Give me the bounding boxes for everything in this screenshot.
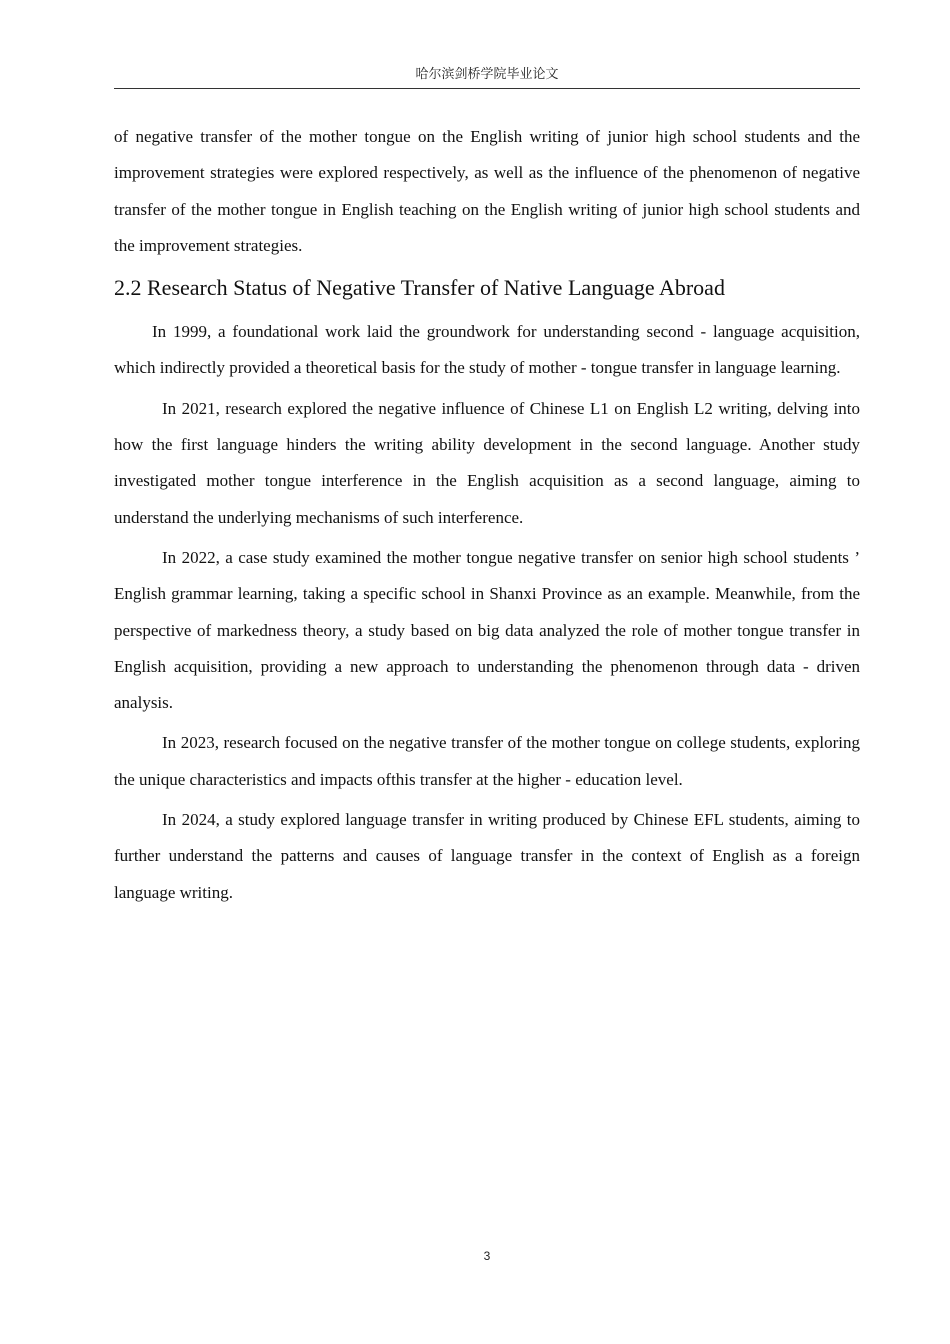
- section-heading: 2.2 Research Status of Negative Transfer of Native Language Abroad: [114, 275, 725, 301]
- page-number: 3: [483, 1249, 491, 1263]
- paragraph-intro: of negative transfer of the mother tongue on the English writing of junior high school students and the improvement strategies were explored respectively, as well as the influence of the phenomenon of negative transfer of the mother tongue in English teaching on the English writing of junior high school students and the improvement strategies.: [114, 127, 860, 255]
- header-rule: [114, 88, 860, 89]
- paragraph-2021: In 2021, research explored the negative influence of Chinese L1 on English L2 writing, delving into how the first language hinders the writing ability development in the second language. Another study investigated mother tongue interference in the English acquisition as a second language, aiming to understand the underlying mechanisms of such interference.: [114, 398, 860, 527]
- paragraph-2024: In 2024, a study explored language transfer in writing produced by Chinese EFL students, aiming to further understand the patterns and causes of language transfer in the context of English as a foreign language writing.: [114, 810, 860, 902]
- body-text: [114, 119, 860, 915]
- paragraph-1999: In 1999, a foundational work laid the groundwork for understanding second - language acquisition, which indirectly provided a theoretical basis for the study of mother - tongue transfer in language learning.: [114, 322, 860, 378]
- running-header: 哈尔滨剑桥学院毕业论文: [415, 67, 559, 82]
- paragraph-2023: In 2023, research focused on the negative transfer of the mother tongue on college students, exploring the unique characteristics and impacts ofthis transfer at the higher - education level.: [114, 733, 860, 789]
- paragraph-2022: In 2022, a case study examined the mother tongue negative transfer on senior high school students ’ English grammar learning, taking a specific school in Shanxi Province as an example. Meanwhile, from the perspective of markedness theory, a study based on big data analyzed the role of mother tongue transfer in English acquisition, providing a new approach to understanding the phenomenon through data - driven analysis.: [114, 547, 860, 713]
